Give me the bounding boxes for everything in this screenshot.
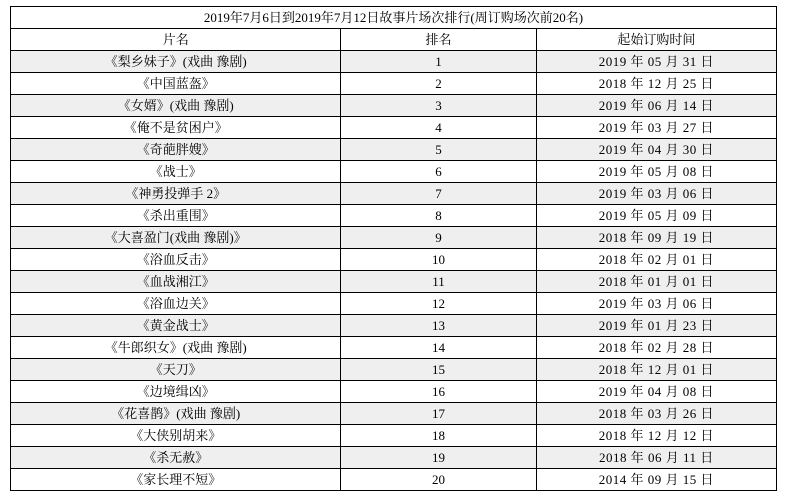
film-rank: 7 xyxy=(341,183,536,205)
film-rank: 12 xyxy=(341,293,536,315)
film-start-date: 2018 年 06 月 11 日 xyxy=(536,447,776,469)
film-start-date: 2019 年 06 月 14 日 xyxy=(536,95,776,117)
film-rank: 14 xyxy=(341,337,536,359)
film-start-date: 2019 年 05 月 08 日 xyxy=(536,161,776,183)
film-rank: 19 xyxy=(341,447,536,469)
document-title: 2019年7月6日到2019年7月12日故事片场次排行(周订购场次前20名) xyxy=(11,7,777,29)
film-name: 《梨乡妹子》(戏曲 豫剧) xyxy=(11,51,341,73)
film-rank: 16 xyxy=(341,381,536,403)
film-start-date: 2019 年 04 月 30 日 xyxy=(536,139,776,161)
table-row xyxy=(11,183,777,205)
film-start-date: 2018 年 02 月 28 日 xyxy=(536,337,776,359)
film-name: 《黄金战士》 xyxy=(11,315,341,337)
film-name: 《俺不是贫困户》 xyxy=(11,117,341,139)
film-name: 《奇葩胖嫂》 xyxy=(11,139,341,161)
film-name: 《血战湘江》 xyxy=(11,271,341,293)
table-row xyxy=(11,293,777,315)
film-name: 《家长理不短》 xyxy=(11,469,341,491)
table-row xyxy=(11,381,777,403)
table-row xyxy=(11,139,777,161)
film-rank: 8 xyxy=(341,205,536,227)
film-rank: 15 xyxy=(341,359,536,381)
film-start-date: 2018 年 09 月 19 日 xyxy=(536,227,776,249)
film-start-date: 2018 年 12 月 12 日 xyxy=(536,425,776,447)
film-rank: 11 xyxy=(341,271,536,293)
film-start-date: 2014 年 09 月 15 日 xyxy=(536,469,776,491)
film-rank: 1 xyxy=(341,51,536,73)
film-start-date: 2018 年 01 月 01 日 xyxy=(536,271,776,293)
table-row xyxy=(11,95,777,117)
table-title-row xyxy=(11,7,777,29)
film-name: 《女婿》(戏曲 豫剧) xyxy=(11,95,341,117)
film-name: 《杀出重围》 xyxy=(11,205,341,227)
table-row xyxy=(11,403,777,425)
table-row xyxy=(11,117,777,139)
film-name: 《大喜盈门(戏曲 豫剧)》 xyxy=(11,227,341,249)
film-rank: 3 xyxy=(341,95,536,117)
table-row xyxy=(11,161,777,183)
film-name: 《神勇投弹手 2》 xyxy=(11,183,341,205)
film-start-date: 2019 年 05 月 31 日 xyxy=(536,51,776,73)
film-start-date: 2019 年 01 月 23 日 xyxy=(536,315,776,337)
film-name: 《杀无赦》 xyxy=(11,447,341,469)
film-start-date: 2018 年 12 月 01 日 xyxy=(536,359,776,381)
ranking-table xyxy=(10,6,777,491)
film-rank: 2 xyxy=(341,73,536,95)
film-rank: 20 xyxy=(341,469,536,491)
film-start-date: 2019 年 03 月 06 日 xyxy=(536,183,776,205)
film-start-date: 2018 年 03 月 26 日 xyxy=(536,403,776,425)
table-row xyxy=(11,249,777,271)
film-name: 《花喜鹊》(戏曲 豫剧) xyxy=(11,403,341,425)
film-name: 《牛郎织女》(戏曲 豫剧) xyxy=(11,337,341,359)
table-row xyxy=(11,51,777,73)
table-row xyxy=(11,227,777,249)
film-rank: 13 xyxy=(341,315,536,337)
column-header-name: 片名 xyxy=(11,29,341,51)
film-start-date: 2019 年 05 月 09 日 xyxy=(536,205,776,227)
film-rank: 6 xyxy=(341,161,536,183)
film-name: 《天刀》 xyxy=(11,359,341,381)
table-body xyxy=(11,7,777,491)
film-start-date: 2019 年 03 月 27 日 xyxy=(536,117,776,139)
film-start-date: 2019 年 03 月 06 日 xyxy=(536,293,776,315)
table-row xyxy=(11,447,777,469)
film-name: 《大侠别胡来》 xyxy=(11,425,341,447)
table-row xyxy=(11,425,777,447)
film-rank: 5 xyxy=(341,139,536,161)
film-start-date: 2019 年 04 月 08 日 xyxy=(536,381,776,403)
film-start-date: 2018 年 12 月 25 日 xyxy=(536,73,776,95)
film-name: 《战士》 xyxy=(11,161,341,183)
film-rank: 9 xyxy=(341,227,536,249)
film-name: 《浴血反击》 xyxy=(11,249,341,271)
column-header-rank: 排名 xyxy=(341,29,536,51)
film-start-date: 2018 年 02 月 01 日 xyxy=(536,249,776,271)
table-row xyxy=(11,359,777,381)
table-row xyxy=(11,337,777,359)
film-rank: 17 xyxy=(341,403,536,425)
table-row xyxy=(11,469,777,491)
table-row xyxy=(11,205,777,227)
film-rank: 4 xyxy=(341,117,536,139)
film-rank: 18 xyxy=(341,425,536,447)
film-name: 《中国蓝盔》 xyxy=(11,73,341,95)
table-row xyxy=(11,315,777,337)
film-name: 《浴血边关》 xyxy=(11,293,341,315)
column-header-date: 起始订购时间 xyxy=(536,29,776,51)
table-row xyxy=(11,271,777,293)
table-header-row xyxy=(11,29,777,51)
film-rank: 10 xyxy=(341,249,536,271)
table-row xyxy=(11,73,777,95)
film-name: 《边境缉凶》 xyxy=(11,381,341,403)
